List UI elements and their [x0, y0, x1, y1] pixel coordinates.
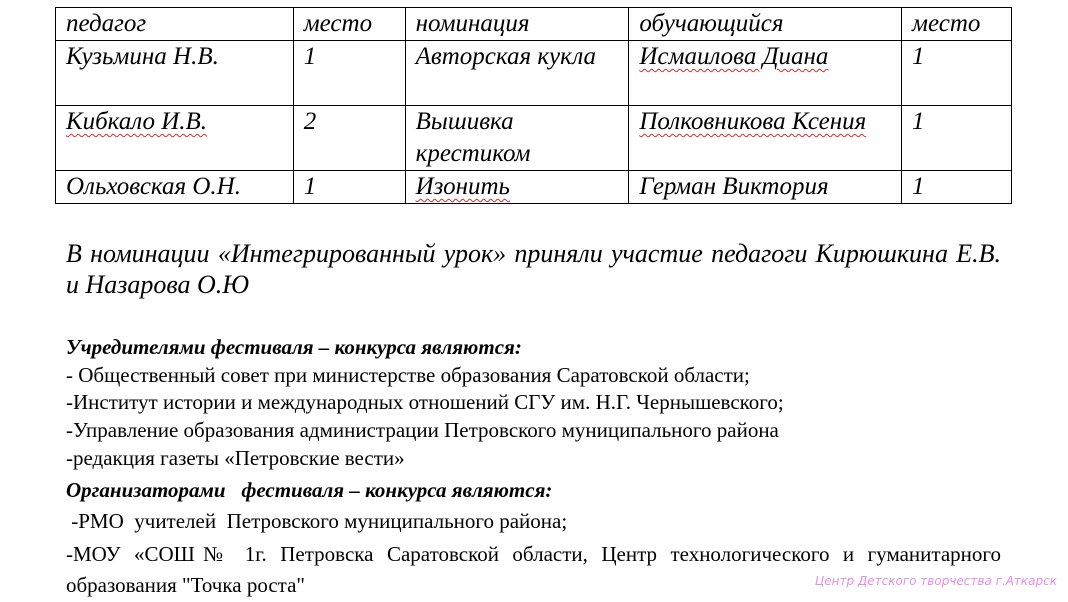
header-student-place: место — [902, 8, 1012, 41]
table-header-row — [56, 8, 1012, 41]
results-table — [55, 7, 1012, 204]
cell-student: Герман Виктория — [629, 171, 902, 204]
table-row — [56, 171, 1012, 204]
cell-place: 1 — [293, 41, 405, 106]
organizer-item: -МОУ «СОШ№ 1г. Петровска Саратовской области, Центр технологического и гуманитарного образования "Точка роста" — [66, 542, 1001, 597]
table-row — [56, 41, 1012, 106]
cell-student-place: 1 — [902, 106, 1012, 171]
cell-teacher: Ольховская О.Н. — [56, 171, 294, 204]
header-student: обучающийся — [629, 8, 902, 41]
cell-student-place: 1 — [902, 171, 1012, 204]
founder-item: -Управление образования администрации Петровского муниципального района — [66, 418, 779, 442]
organizers-heading: Организаторами фестиваля – конкурса являются: — [66, 478, 553, 502]
cell-nomination: Вышивка крестиком — [405, 106, 629, 171]
cell-student: Полковникова Ксения — [629, 106, 902, 171]
header-teacher: педагог — [56, 8, 294, 41]
cell-place: 1 — [293, 171, 405, 204]
header-place: место — [293, 8, 405, 41]
founders-heading: Учредителями фестиваля – конкурса являются: — [66, 335, 522, 359]
table-row — [56, 106, 1012, 171]
cell-teacher: Кибкало И.В. — [56, 106, 294, 171]
cell-nomination: Авторская кукла — [405, 41, 629, 106]
organizer-item: -РМО учителей Петровского муниципального района; — [66, 509, 568, 533]
cell-nomination: Изонить — [405, 171, 629, 204]
cell-teacher: Кузьмина Н.В. — [56, 41, 294, 106]
cell-student-place: 1 — [902, 41, 1012, 106]
integrated-lesson-paragraph: В номинации «Интегрированный урок» приняли участие педагоги Кирюшкина Е.В. и Назарова О.Ю — [66, 239, 1001, 299]
cell-student: Исмаилова Диана — [629, 41, 902, 106]
founder-item: - Общественный совет при министерстве образования Саратовской области; — [66, 363, 750, 387]
watermark: Центр Детского творчества г.Аткарск — [814, 574, 1057, 588]
header-nomination: номинация — [405, 8, 629, 41]
cell-place: 2 — [293, 106, 405, 171]
founder-item: -редакция газеты «Петровские вести» — [66, 446, 405, 470]
founder-item: -Институт истории и международных отношений СГУ им. Н.Г. Чернышевского; — [66, 390, 784, 414]
